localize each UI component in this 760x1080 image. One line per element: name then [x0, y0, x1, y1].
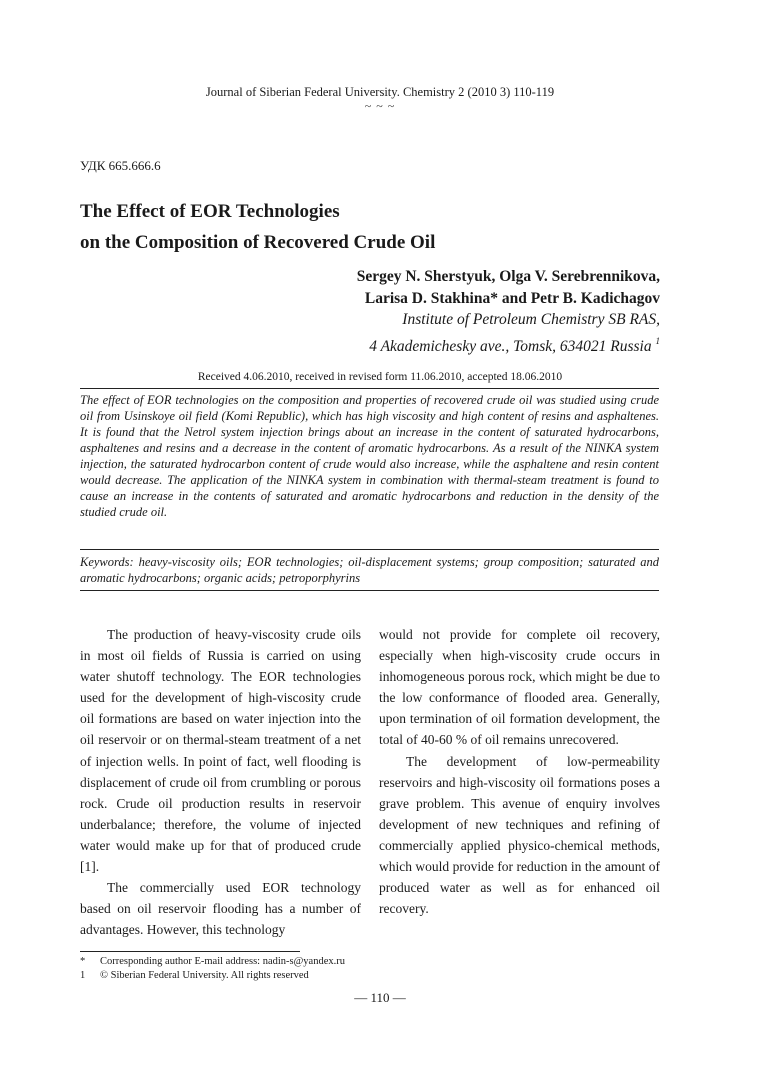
abstract-top-rule	[80, 388, 659, 389]
affiliation-line-1: Institute of Petroleum Chemistry SB RAS,	[402, 311, 660, 328]
title-line-2: on the Composition of Recovered Crude Oil	[80, 232, 436, 253]
footnote-text: Corresponding author E-mail address: nadin-s@yandex.ru	[100, 956, 345, 967]
authors-line-2: Larisa D. Stakhina* and Petr B. Kadichagov	[364, 289, 660, 307]
affiliation-address: 4 Akademichesky ave., Tomsk, 634021 Russia	[369, 337, 652, 355]
body-column-right	[379, 624, 660, 919]
journal-header: Journal of Siberian Federal University. Chemistry 2 (2010 3) 110-119	[205, 85, 555, 99]
paragraph: The development of low-permeability reservoirs and high-viscosity oil formations poses a grave problem. This avenue of enquiry involves development of new techniques and refining of commercially applied physico-chemical methods, which would provide for reduction in the amount of produced water as well as for enhanced oil recovery.	[379, 753, 660, 917]
footnote-rule	[80, 951, 300, 952]
title-line-1: The Effect of EOR Technologies	[80, 201, 340, 222]
author-list	[140, 266, 660, 309]
affiliation-line-2	[140, 331, 660, 358]
article-title	[80, 196, 680, 258]
received-dates: Received 4.06.2010, received in revised form 11.06.2010, accepted 18.06.2010	[197, 371, 563, 383]
keywords-text: Keywords: heavy-viscosity oils; EOR technologies; oil-displacement systems; group composition; saturated and aromatic hydrocarbons; organic acids; petroporphyrins	[80, 555, 659, 585]
abstract-keywords-divider	[80, 549, 659, 550]
keywords-bottom-rule	[80, 590, 659, 591]
header-separator: ~ ~ ~	[364, 99, 396, 113]
body-column-left	[80, 624, 361, 940]
affiliation	[140, 309, 660, 357]
paragraph: The production of heavy-viscosity crude oils in most oil fields of Russia is carried on using water shutoff technology. The EOR technologies used for the development of high-viscosity crude oil formations are based on water injection into the oil reservoir or on thermal-steam treatment of a net of injection wells. In point of fact, well flooding is displacement of crude oil from crumbling or porous rock. Crude oil production results in reservoir underbalance; therefore, the volume of injected water would make up for that of produced crude [1].	[80, 627, 361, 875]
footnote-mark: 1	[80, 970, 86, 981]
udk-code: УДК 665.666.6	[80, 158, 161, 173]
page-number: — 110 —	[354, 990, 406, 1005]
footnote-mark: *	[80, 956, 86, 967]
footnote-text: © Siberian Federal University. All rights reserved	[100, 970, 309, 981]
footnote-corresponding	[80, 955, 600, 968]
footnote-copyright	[80, 969, 600, 982]
authors-line-1: Sergey N. Sherstyuk, Olga V. Serebrennikova,	[356, 268, 660, 285]
paragraph: would not provide for complete oil recovery, especially when high-viscosity crude occurs in inhomogeneous porous rock, which might be due to the low conformance of flooded area. Generally, upon termination of oil formation development, the total of 40-60 % of oil remains unrecovered.	[379, 627, 660, 748]
affiliation-footnote-mark: 1	[655, 335, 660, 346]
paragraph: The commercially used EOR technology based on oil reservoir flooding has a number of advantages. However, this technology	[80, 880, 361, 938]
abstract-text: The effect of EOR technologies on the composition and properties of recovered crude oil was studied using crude oil from Usinskoye oil field (Komi Republic), which has high viscosity and high content of resins and asphaltenes. It is found that the Netrol system injection brings about an increase in the content of saturated hydrocarbons, asphaltenes and resins and a decrease in the content of aromatic hydrocarbons. As a result of the NINKA system injection, the saturated hydrocarbon content of crude would also increase, while the asphaltene and resin content would decrease. The application of the NINKA system in combination with thermal-steam treatment is found to cause an increase in the contents of saturated and aromatic hydrocarbons and reduction in the density of the studied crude oil.	[80, 393, 659, 519]
